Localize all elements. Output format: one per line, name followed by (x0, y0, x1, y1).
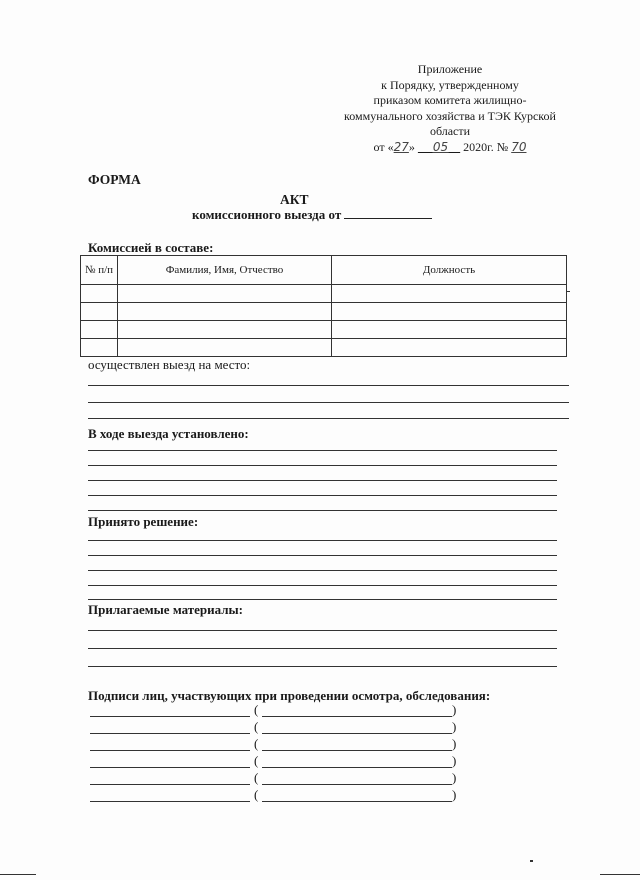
table-row[interactable] (81, 303, 567, 321)
act-title: АКТ (280, 192, 309, 207)
signature-name-blank[interactable] (262, 784, 452, 785)
scan-mark (600, 874, 640, 875)
table-cell[interactable] (118, 321, 332, 339)
table-row[interactable] (81, 285, 567, 303)
form-label: ФОРМА (88, 172, 141, 187)
table-cell[interactable] (118, 285, 332, 303)
table-cell[interactable] (81, 321, 118, 339)
act-date-blank[interactable] (344, 207, 432, 219)
signature-blank[interactable] (90, 716, 250, 717)
signature-row[interactable]: ( ) (90, 721, 460, 735)
scan-dot (567, 291, 570, 292)
materials-line[interactable] (88, 630, 557, 631)
table-row[interactable] (81, 339, 567, 357)
table-cell[interactable] (332, 321, 567, 339)
signatures-label: Подписи лиц, участвующих при проведении осмотра, обследования: (88, 688, 491, 703)
table-cell[interactable] (118, 339, 332, 357)
appendix-date-line: от «27» 05 2020г. № 70 (373, 139, 527, 154)
signature-name-blank[interactable] (262, 750, 452, 751)
signature-name-blank[interactable] (262, 801, 452, 802)
signature-blank[interactable] (90, 784, 250, 785)
materials-label-text: Прилагаемые материалы: (88, 602, 244, 617)
signature-row[interactable]: ( ) (90, 772, 460, 786)
table-row[interactable] (81, 321, 567, 339)
table-cell[interactable] (332, 285, 567, 303)
decision-line[interactable] (88, 540, 557, 541)
table-cell[interactable] (81, 303, 118, 321)
signature-row[interactable]: ( ) (90, 738, 460, 752)
date-prefix: от « (373, 139, 394, 154)
findings-line[interactable] (88, 465, 557, 466)
act-subtitle-text: комиссионного выезда от (192, 207, 342, 222)
table-cell[interactable] (118, 303, 332, 321)
signature-blank[interactable] (90, 750, 250, 751)
signature-name-blank[interactable] (262, 716, 452, 717)
signature-row[interactable]: ( ) (90, 704, 460, 718)
findings-line[interactable] (88, 480, 557, 481)
appendix-line-1: Приложение (417, 62, 483, 76)
decision-line[interactable] (88, 555, 557, 556)
signature-name-blank[interactable] (262, 733, 452, 734)
commission-table (80, 255, 567, 357)
decision-line[interactable] (88, 585, 557, 586)
decision-label: Принято решение: (88, 514, 199, 529)
date-year-suffix: 2020г. № (463, 139, 509, 154)
signature-blank[interactable] (90, 733, 250, 734)
appendix-line-2: к Порядку, утвержденному (381, 77, 519, 92)
header-number: № п/п (81, 256, 118, 285)
visit-label: осуществлен выезд на место: (88, 357, 251, 372)
signature-name-blank[interactable] (262, 767, 452, 768)
scan-mark (0, 874, 36, 875)
order-number: 70 (511, 139, 527, 154)
materials-line[interactable] (88, 666, 557, 667)
signature-blank[interactable] (90, 801, 250, 802)
materials-label (88, 602, 243, 618)
header-fullname: Фамилия, Имя, Отчество (118, 256, 332, 285)
appendix-line-5: области (429, 124, 471, 138)
decision-line[interactable] (88, 570, 557, 571)
table-cell[interactable] (81, 339, 118, 357)
visit-line[interactable] (88, 402, 569, 403)
appendix-block (300, 62, 600, 155)
visit-line[interactable] (88, 385, 569, 386)
findings-line[interactable] (88, 450, 557, 451)
decision-line[interactable] (88, 599, 557, 600)
findings-line[interactable] (88, 510, 557, 511)
findings-line[interactable] (88, 495, 557, 496)
table-cell[interactable] (332, 303, 567, 321)
visit-line[interactable] (88, 418, 569, 419)
signature-row[interactable]: ( ) (90, 789, 460, 803)
appendix-line-3: приказом комитета жилищно- (373, 93, 527, 107)
materials-line[interactable] (88, 648, 557, 649)
commission-label: Комиссией в составе: (88, 240, 214, 255)
table-header-row (81, 256, 567, 285)
header-position: Должность (332, 256, 567, 285)
signature-blank[interactable] (90, 767, 250, 768)
signature-row[interactable]: ( ) (90, 755, 460, 769)
date-month: 05 (432, 139, 449, 154)
date-day: 27 (393, 139, 409, 154)
findings-label: В ходе выезда установлено: (88, 426, 249, 441)
act-subtitle (192, 207, 432, 223)
table-cell[interactable] (332, 339, 567, 357)
scan-dot (530, 860, 533, 862)
table-cell[interactable] (81, 285, 118, 303)
appendix-line-4: коммунального хозяйства и ТЭК Курской (344, 108, 556, 123)
